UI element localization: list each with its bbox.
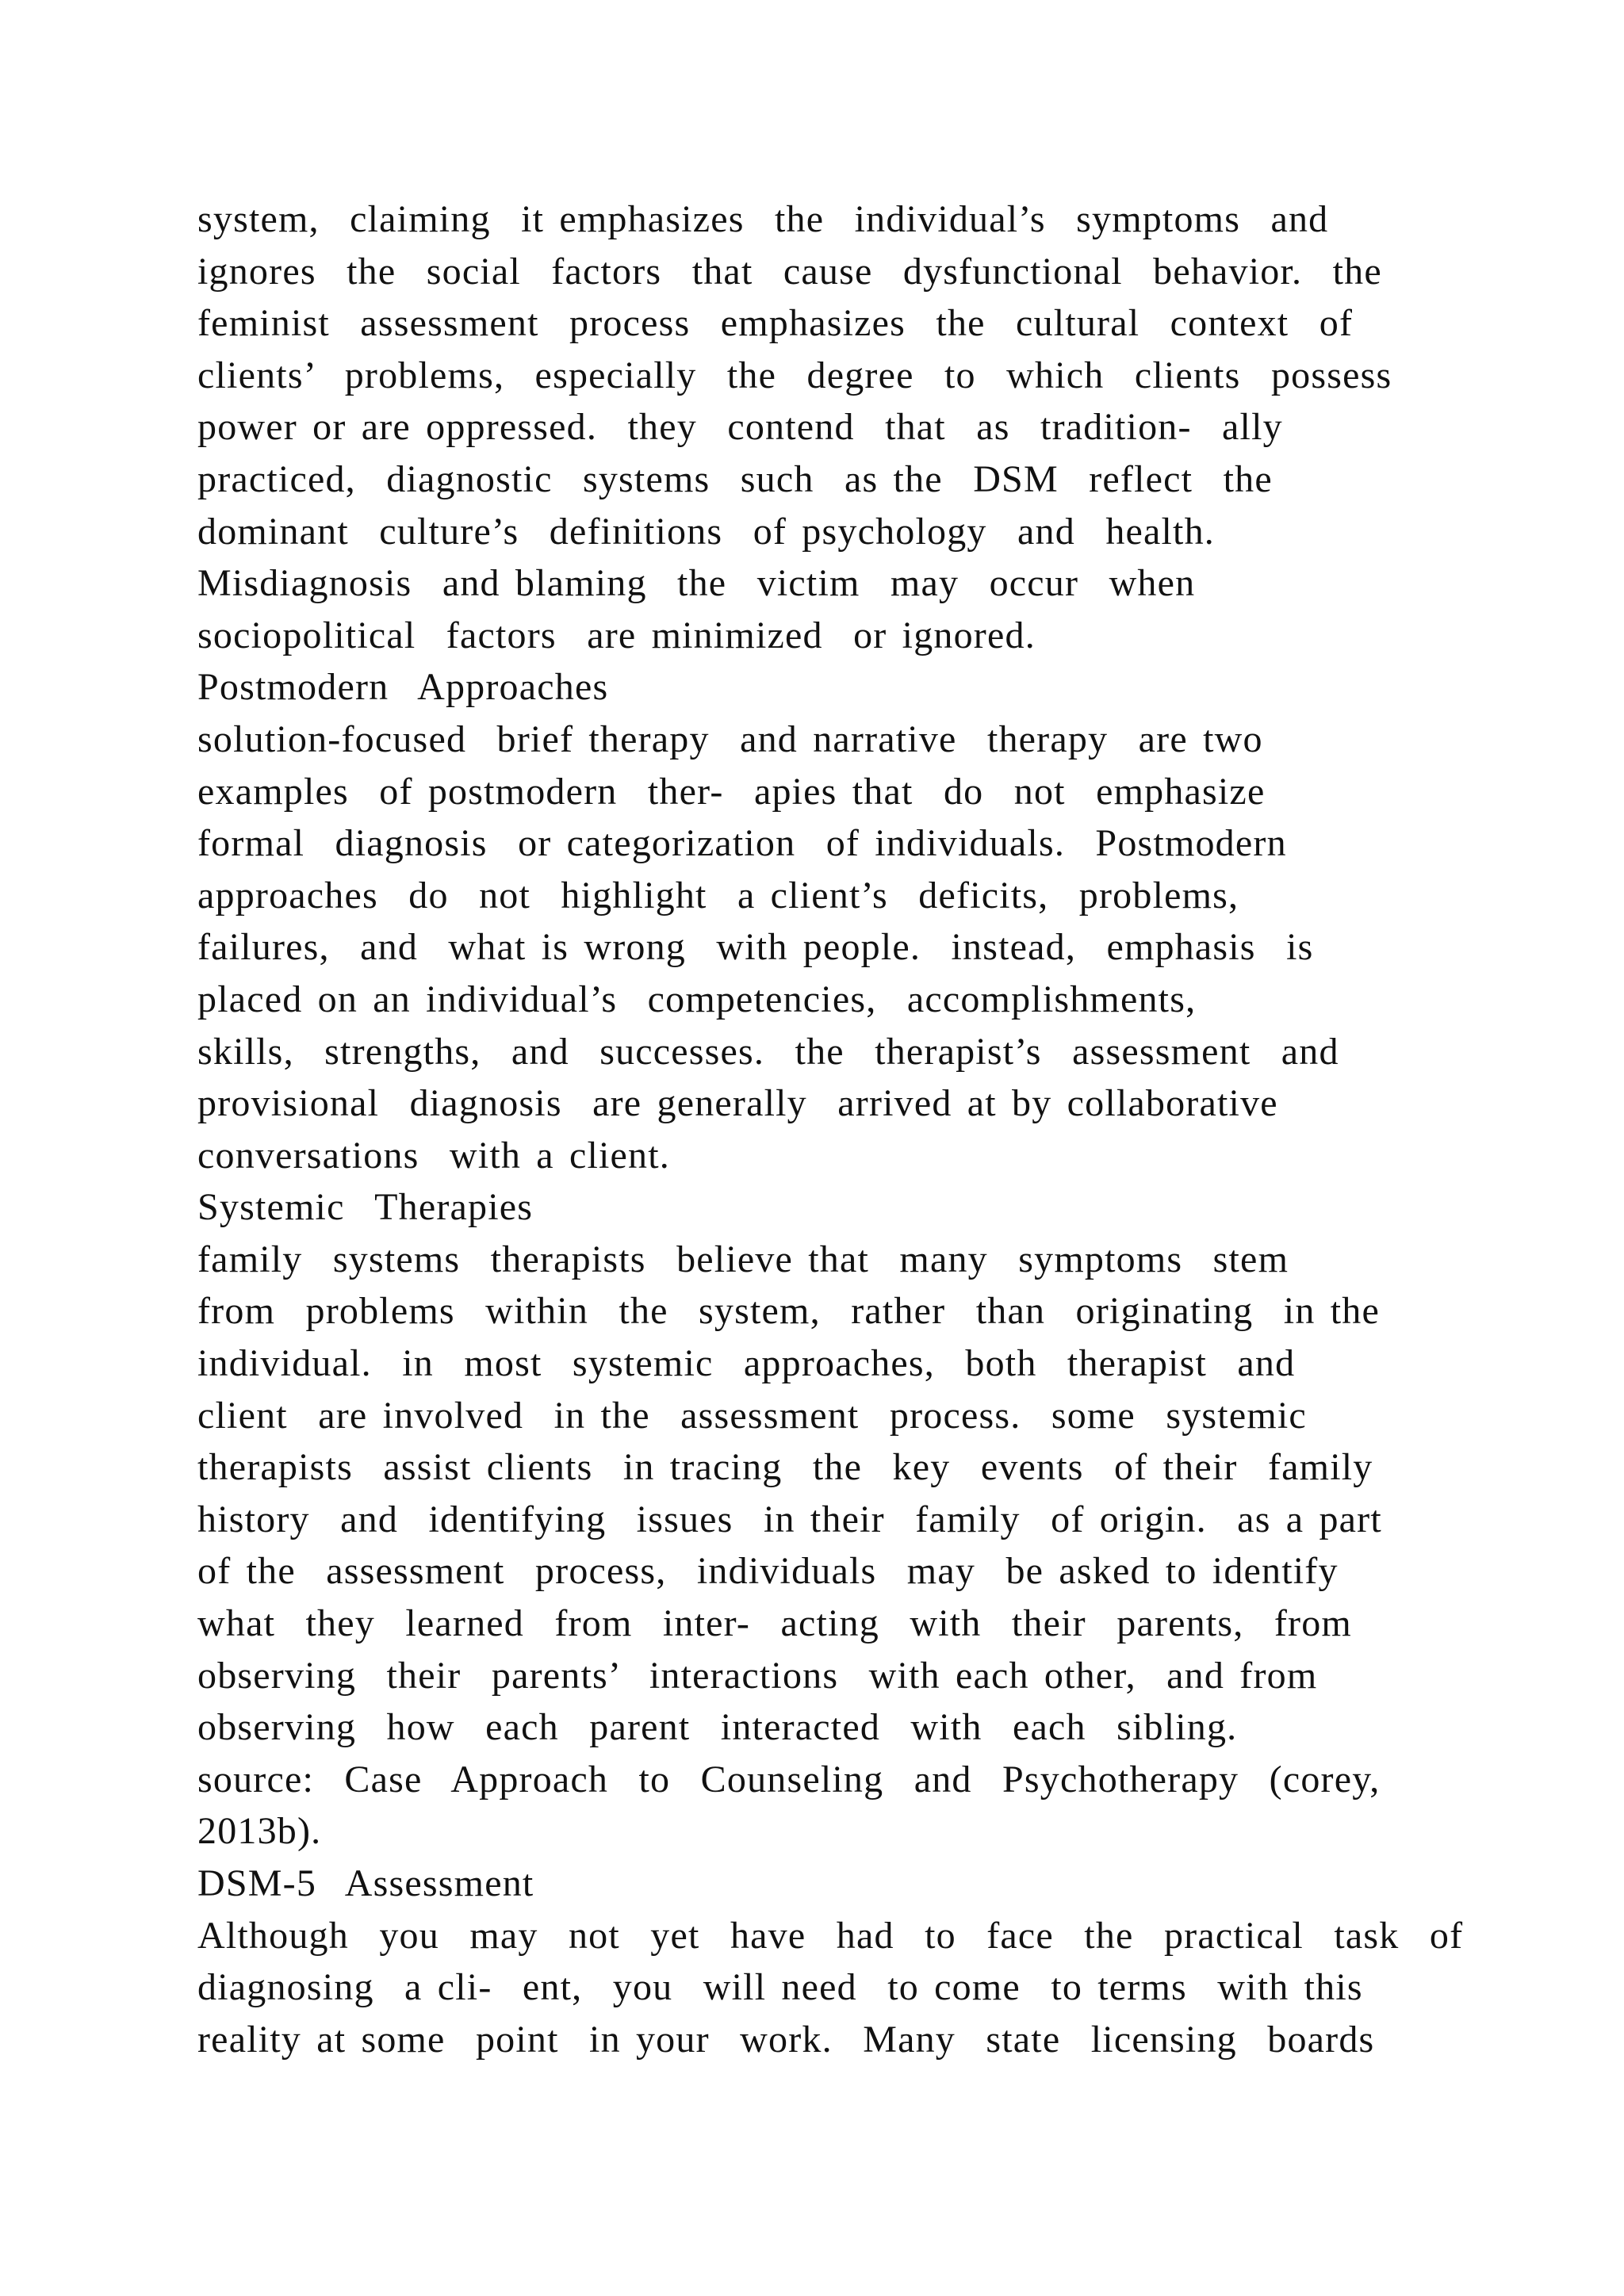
text-line: individual. in most systemic approaches, both therapist and	[197, 1342, 1296, 1385]
text-line: placed on an individual’s competencies, accomplishments,	[197, 978, 1197, 1020]
text-line: formal diagnosis or categorization of individuals. Postmodern	[197, 822, 1287, 865]
text-line: skills, strengths, and successes. the therapist’s assessment and	[197, 1030, 1339, 1073]
text-line: Misdiagnosis and blaming the victim may occur when	[197, 562, 1196, 605]
text-line: dominant culture’s definitions of psychology and health.	[197, 510, 1215, 553]
text-line: from problems within the system, rather than originating in the	[197, 1290, 1380, 1333]
text-line: failures, and what is wrong with people. instead, emphasis is	[197, 926, 1314, 969]
text-line: what they learned from inter- acting with their parents, from	[197, 1602, 1352, 1645]
text-line: ignores the social factors that cause dysfunctional behavior. the	[197, 250, 1382, 293]
text-line: of the assessment process, individuals may be asked to identify	[197, 1550, 1339, 1593]
text-line: Although you may not yet have had to face the practical task of	[197, 1914, 1464, 1957]
text-line: solution-focused brief therapy and narrative therapy are two	[197, 718, 1263, 760]
text-line: conversations with a client.	[197, 1134, 670, 1177]
section-heading: DSM-5 Assessment	[197, 1862, 534, 1904]
text-line: observing how each parent interacted with each sibling.	[197, 1706, 1238, 1749]
text-line: clients’ problems, especially the degree to which clients possess	[197, 354, 1392, 396]
text-line: feminist assessment process emphasizes the cultural context of	[197, 302, 1354, 345]
text-line: power or are oppressed. they contend that as tradition- ally	[197, 406, 1283, 449]
text-line: diagnosing a cli- ent, you will need to come to terms with this	[197, 1966, 1363, 2009]
section-heading: Postmodern Approaches	[197, 666, 609, 709]
text-line: examples of postmodern ther- apies that do not emphasize	[197, 770, 1266, 813]
text-line: family systems therapists believe that many symptoms stem	[197, 1238, 1289, 1280]
text-line: client are involved in the assessment process. some systemic	[197, 1394, 1307, 1437]
section-heading: Systemic Therapies	[197, 1186, 534, 1229]
text-line: approaches do not highlight a client’s deficits, problems,	[197, 874, 1239, 916]
text-line: observing their parents’ interactions with each other, and from	[197, 1654, 1318, 1697]
text-line: provisional diagnosis are generally arrived at by collaborative	[197, 1082, 1278, 1125]
text-line: therapists assist clients in tracing the key events of their family	[197, 1446, 1373, 1489]
text-line: system, claiming it emphasizes the individual’s symptoms and	[197, 198, 1329, 240]
text-line: practiced, diagnostic systems such as the DSM reflect the	[197, 457, 1273, 500]
source-citation: 2013b).	[197, 1810, 322, 1853]
text-line: sociopolitical factors are minimized or ignored.	[197, 614, 1036, 656]
source-citation: source: Case Approach to Counseling and Psychotherapy (corey,	[197, 1758, 1381, 1800]
text-line: reality at some point in your work. Many state licensing boards	[197, 2018, 1375, 2061]
text-line: history and identifying issues in their family of origin. as a part	[197, 1498, 1382, 1540]
document-body	[197, 193, 1466, 2065]
